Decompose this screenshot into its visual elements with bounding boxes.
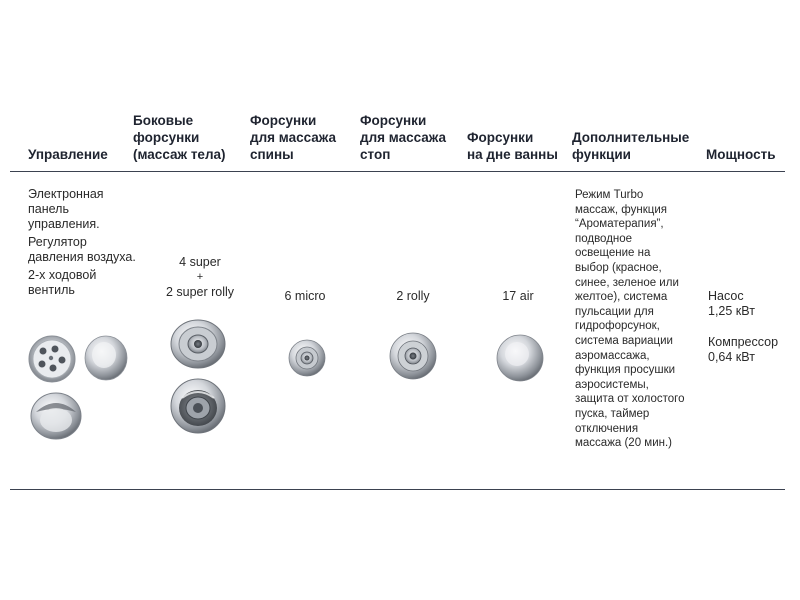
air-jet-icon (496, 334, 544, 382)
back-jets-text (265, 289, 345, 304)
control-line: Электронная (28, 187, 104, 201)
functions-line: выбор (красное, (575, 261, 662, 274)
side-jets-plus: + (196, 271, 204, 283)
functions-line: функция просушки (575, 364, 676, 377)
functions-line: освещение на (575, 247, 651, 260)
bottom-jets-value: 17 air (502, 289, 534, 303)
micro-jet-icon (288, 339, 326, 377)
header-power-line: Мощность (706, 147, 776, 162)
header-back-jets (250, 112, 336, 163)
header-feet-jets (360, 112, 446, 163)
control-line: Регулятор (28, 235, 87, 249)
functions-line: защита от холостого (575, 393, 685, 406)
header-feet-line: Форсунки (360, 113, 427, 128)
header-bottom-line: Форсунки (467, 130, 534, 145)
pump-value: 1,25 кВт (708, 304, 755, 318)
header-feet-line: стоп (360, 147, 391, 162)
control-line: вентиль (28, 283, 75, 297)
compressor-label: Компрессор (708, 335, 779, 349)
control-line: давления воздуха. (28, 250, 136, 264)
control-line: управления. (28, 217, 100, 231)
header-back-line: Форсунки (250, 113, 317, 128)
side-jets-count: 4 super (179, 255, 221, 269)
functions-line: подводное (575, 232, 633, 245)
header-bottom-jets (467, 129, 558, 163)
back-jets-value: 6 micro (284, 289, 326, 303)
functions-line: синее, зеленое или (575, 276, 679, 289)
header-feet-line: для массажа (360, 130, 447, 145)
functions-line: аэромассажа, (575, 349, 650, 362)
control-panel-icon (27, 334, 77, 384)
rolly-jet-icon (389, 332, 437, 380)
functions-line: гидрофорсунок, (575, 320, 660, 333)
header-side-line: форсунки (133, 130, 200, 145)
header-back-line: для массажа (250, 130, 337, 145)
compressor-value: 0,64 кВт (708, 350, 755, 364)
side-jets-text (150, 255, 250, 300)
header-control (28, 146, 108, 163)
functions-line: желтое), система (575, 291, 668, 304)
control-line: панель (28, 202, 69, 216)
header-power (706, 146, 776, 163)
air-regulator-icon (84, 334, 128, 382)
header-side-line: (массаж тела) (133, 147, 226, 162)
header-functions (572, 129, 689, 163)
super-jet-icon (170, 319, 226, 369)
functions-line: пульсации для (575, 305, 654, 318)
super-rolly-jet-icon (170, 378, 226, 434)
functions-line: пуска, таймер (575, 407, 650, 420)
header-control-line: Управление (28, 147, 108, 162)
functions-line: аэросистемы, (575, 378, 649, 391)
bottom-divider (10, 489, 785, 490)
control-text (28, 187, 136, 298)
power-text (708, 289, 778, 365)
header-side-jets (133, 112, 226, 163)
diverter-valve-icon (30, 390, 82, 440)
header-functions-line: функции (572, 147, 631, 162)
functions-line: система вариации (575, 334, 673, 347)
bottom-jets-text (478, 289, 558, 304)
feet-jets-value: 2 rolly (396, 289, 430, 303)
header-back-line: спины (250, 147, 294, 162)
functions-line: отключения (575, 422, 639, 435)
functions-line: массажа (20 мин.) (575, 437, 673, 450)
functions-text (575, 188, 703, 451)
side-jets-rolly: 2 super rolly (165, 285, 235, 299)
functions-line: “Ароматерапия”, (575, 218, 664, 231)
header-bottom-line: на дне ванны (467, 147, 558, 162)
functions-line: Режим Turbo (575, 189, 644, 201)
control-line: 2-х ходовой (28, 268, 97, 282)
feet-jets-text (373, 289, 453, 304)
pump-label: Насос (708, 289, 744, 303)
header-functions-line: Дополнительные (572, 130, 690, 145)
header-divider (10, 171, 785, 172)
functions-line: массаж, функция (575, 203, 667, 216)
header-side-line: Боковые (133, 113, 194, 128)
